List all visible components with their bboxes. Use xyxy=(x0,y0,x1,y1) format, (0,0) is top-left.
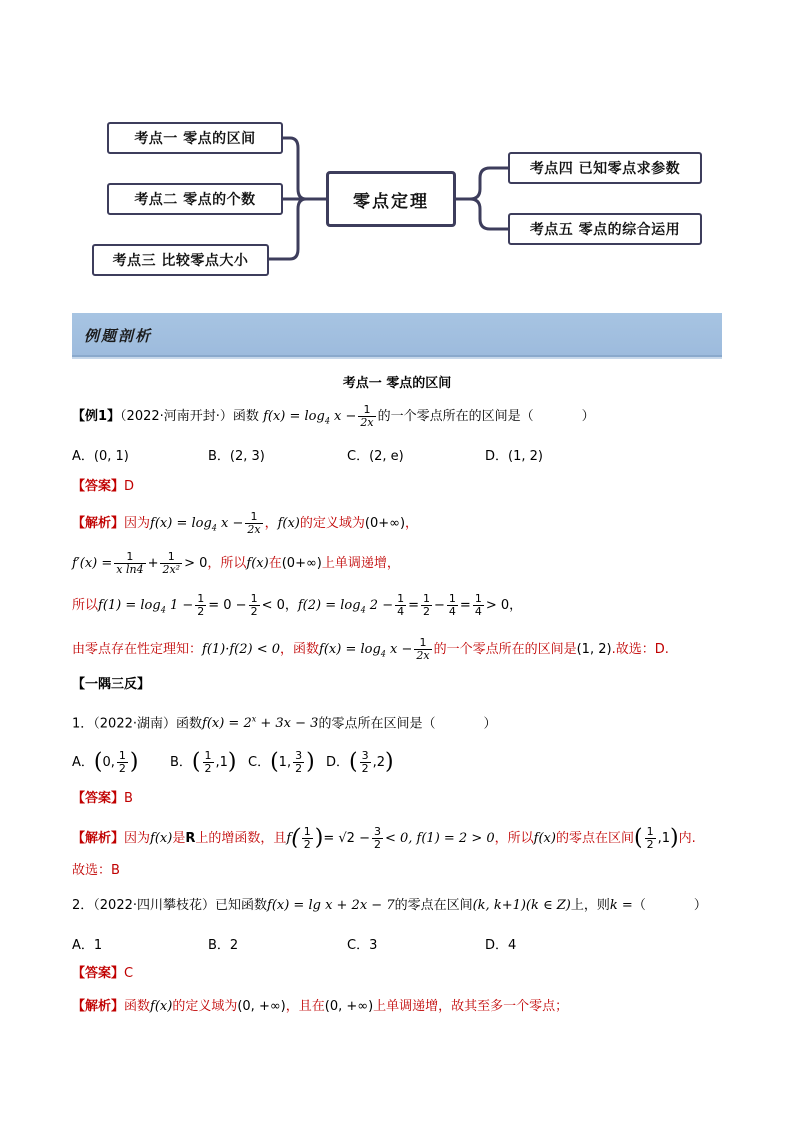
practice-1-answer xyxy=(72,789,133,809)
formula: > 0 xyxy=(184,556,208,571)
example-source: （2022·河南开封·） xyxy=(120,409,233,424)
analysis-tag: 【解析】 xyxy=(72,516,125,531)
mindmap-node-label: 考点三 比较零点大小 xyxy=(112,253,249,269)
interval: (0, +∞) xyxy=(324,999,374,1014)
mindmap-center-label: 零点定理 xyxy=(353,191,429,212)
practice-1-question xyxy=(72,710,496,734)
text: 因为 xyxy=(124,831,151,846)
formula: $f(x) = \log_4 x$ − xyxy=(150,516,244,533)
option-a: A．(0, $\frac{1}{2}$ ) xyxy=(72,749,139,775)
q-text: （ xyxy=(632,898,646,913)
text: 因为 xyxy=(124,516,151,531)
option-b: B．( $\frac{1}{2}$ ,1) xyxy=(170,749,237,775)
answer-tag: 【答案】 xyxy=(72,791,125,806)
practice-2-answer xyxy=(72,964,133,984)
text: 的定义域为 xyxy=(299,516,365,531)
formula: k = xyxy=(609,898,633,913)
mindmap-center-node xyxy=(326,171,456,227)
answer-tag: 【答案】 xyxy=(72,479,125,494)
q-text: 的一个零点所在的区间是（ xyxy=(377,409,534,424)
formula: f(x) = lg x + 2x − 7 xyxy=(267,898,395,913)
formula: $f(x) = 2^x + 3x - 3$ xyxy=(202,715,319,732)
formula: < 0, f(1) = 2 > 0 xyxy=(384,831,495,846)
formula: f(1)·f(2) < 0 xyxy=(202,642,281,657)
example-1-analysis-line-4 xyxy=(72,637,669,665)
formula: = √2 − xyxy=(323,831,370,846)
formula: = xyxy=(459,598,471,613)
example-1-answer xyxy=(72,477,134,497)
formula: f(x) xyxy=(246,556,269,571)
text: 内. xyxy=(678,831,696,846)
option-b: B．2 xyxy=(208,938,239,953)
practice-2-question xyxy=(72,896,707,916)
q-text: 的零点所在区间是（ xyxy=(318,716,436,732)
q-num: 1． xyxy=(72,716,94,732)
section-title: 考点一 零点的区间 xyxy=(342,376,452,391)
fraction: $\frac{1}{4}$ xyxy=(397,592,405,618)
answer-tag: 【答案】 xyxy=(72,966,125,981)
mindmap-node-label: 考点五 零点的综合运用 xyxy=(529,222,681,238)
mindmap-node-label: 考点一 零点的区间 xyxy=(134,131,256,147)
mindmap-node-5 xyxy=(508,213,702,245)
fraction: $\frac{1}{2}$ xyxy=(423,592,431,618)
option-a: A．(0, 1) xyxy=(72,449,129,464)
mindmap-node-1 xyxy=(107,122,283,154)
formula: = xyxy=(408,598,420,613)
formula: $f(2) = \log_4 2$ − xyxy=(297,598,394,615)
q-source: （2022·四川攀枝花） xyxy=(93,898,215,913)
interval: (0, +∞) xyxy=(237,999,286,1014)
q-text: 的零点在区间 xyxy=(394,898,473,913)
practice-1-analysis: 【解析】因为f(x)是R上的增函数，且f( $\frac{1}{2}$ )= √2 − $\frac{3}{2}$ < 0, f(1) = 2 > 0，所以f(x)的零点在区间( $\frac{1}{2}$ ,1)内. xyxy=(72,825,696,851)
fraction: $\frac{1}{2}$ xyxy=(303,825,311,851)
practice-heading: 【一隅三反】 xyxy=(72,677,151,692)
practice-1-choose: 故选：B xyxy=(72,863,120,878)
q-text: 函数 xyxy=(176,716,203,732)
fraction: $\frac{1}{\text{x ln4}}$ xyxy=(116,550,144,576)
formula: f(x) xyxy=(150,831,173,846)
text: 所以 xyxy=(72,598,99,613)
option-c: C．3 xyxy=(347,938,378,953)
option-d: D．( $\frac{3}{2}$ ,2) xyxy=(326,749,394,775)
option-d: D．(1, 2) xyxy=(485,449,543,464)
text: ，所以 xyxy=(494,831,534,846)
text: 函数 xyxy=(124,999,151,1014)
formula: − xyxy=(434,598,445,613)
text: 的零点在区间 xyxy=(555,831,634,846)
section-banner xyxy=(72,313,722,357)
formula: $f(x) = \log_4 x$ − xyxy=(319,642,413,659)
fraction: $\frac{1}{4}$ xyxy=(474,592,482,618)
text: ，所以 xyxy=(207,556,247,571)
formula: < 0， xyxy=(261,598,298,613)
formula: f(x) xyxy=(533,831,556,846)
analysis-tag: 【解析】 xyxy=(72,831,125,846)
text: R xyxy=(185,831,196,846)
text: 的定义域为 xyxy=(172,999,238,1014)
answer-value: B xyxy=(124,791,133,806)
text: ，函数 xyxy=(280,642,320,657)
q-text: 已知函数 xyxy=(215,898,268,913)
answer-value: C xyxy=(124,966,134,981)
text: ，且在 xyxy=(285,999,325,1014)
fraction: $\frac{1}{\text{2x²}}$ xyxy=(162,550,181,576)
text: ， xyxy=(264,516,278,531)
formula: f(x) xyxy=(150,999,173,1014)
formula: $f(1) = \log_4 1$ − xyxy=(98,598,194,615)
example-1-analysis-line-2: f′(x) = $\frac{1}{\text{x ln4}}$ + $\frac{1}{\text{2x²}}$ > 0，所以f(x)在(0+∞)上单调递增， xyxy=(72,550,400,576)
fraction: $\frac{1}{2x}$ xyxy=(360,403,374,429)
text: 上的增函数，且 xyxy=(195,831,287,846)
text: .故选：D. xyxy=(611,642,669,657)
q-num: 2． xyxy=(72,898,94,913)
fraction: $\frac{1}{2x}$ xyxy=(416,636,430,662)
fraction: $\frac{3}{2}$ xyxy=(373,825,381,851)
text: 由零点存在性定理知： xyxy=(72,642,203,657)
option-b: B．(2, 3) xyxy=(208,449,265,464)
fraction: $\frac{1}{2}$ xyxy=(646,825,654,851)
q-text: ） xyxy=(693,898,707,913)
formula: (k, k+1)(k ∈ Z) xyxy=(472,898,571,913)
text: 的一个零点所在的区间是 xyxy=(433,642,577,657)
text: ， xyxy=(405,516,419,531)
analysis-tag: 【解析】 xyxy=(72,999,125,1014)
formula: f( xyxy=(286,825,300,851)
example-1-analysis-line-1 xyxy=(72,511,418,539)
mindmap-node-label: 考点四 已知零点求参数 xyxy=(529,161,681,177)
q-text: 上，则 xyxy=(570,898,610,913)
fraction: $\frac{1}{2}$ xyxy=(197,592,205,618)
interval: (0+∞) xyxy=(364,516,406,531)
interval: (0+∞) xyxy=(281,556,322,571)
formula: f′(x) = xyxy=(72,556,113,571)
text: 是 xyxy=(172,831,186,846)
q-text: ） xyxy=(483,716,497,732)
fraction: $\frac{1}{4}$ xyxy=(448,592,456,618)
text: 上单调递增，故其至多一个零点； xyxy=(373,999,569,1014)
formula: + xyxy=(147,556,159,571)
text: 上单调递增， xyxy=(321,556,400,571)
example-1-question xyxy=(72,404,595,432)
option-a: A．1 xyxy=(72,938,103,953)
practice-2-analysis xyxy=(72,997,568,1017)
formula: $f(x) = \log_4 x$ − xyxy=(263,409,357,426)
mindmap-node-3 xyxy=(92,244,269,276)
option-d: D．4 xyxy=(485,938,517,953)
mindmap-node-4 xyxy=(508,152,702,184)
fraction: $\frac{1}{2x}$ xyxy=(247,510,261,536)
formula: = 0 − xyxy=(208,598,247,613)
q-text: ） xyxy=(581,409,595,424)
example-tag: 【例1】 xyxy=(72,409,121,424)
option-c: C．(1, $\frac{3}{2}$ ) xyxy=(248,749,315,775)
answer-value: D xyxy=(124,479,135,494)
example-1-analysis-line-3 xyxy=(72,593,522,621)
q-source: （2022·湖南） xyxy=(93,716,176,732)
fraction: $\frac{1}{2}$ xyxy=(250,592,258,618)
option-c: C．(2, e) xyxy=(347,449,404,464)
mindmap-node-label: 考点二 零点的个数 xyxy=(134,192,256,208)
formula: f(x) xyxy=(277,516,300,531)
mindmap-node-2 xyxy=(107,183,283,215)
formula: > 0， xyxy=(485,598,523,613)
interval: (1, 2) xyxy=(576,642,612,657)
q-text: 函数 xyxy=(232,409,259,424)
banner-title: 例题剖析 xyxy=(84,327,153,345)
